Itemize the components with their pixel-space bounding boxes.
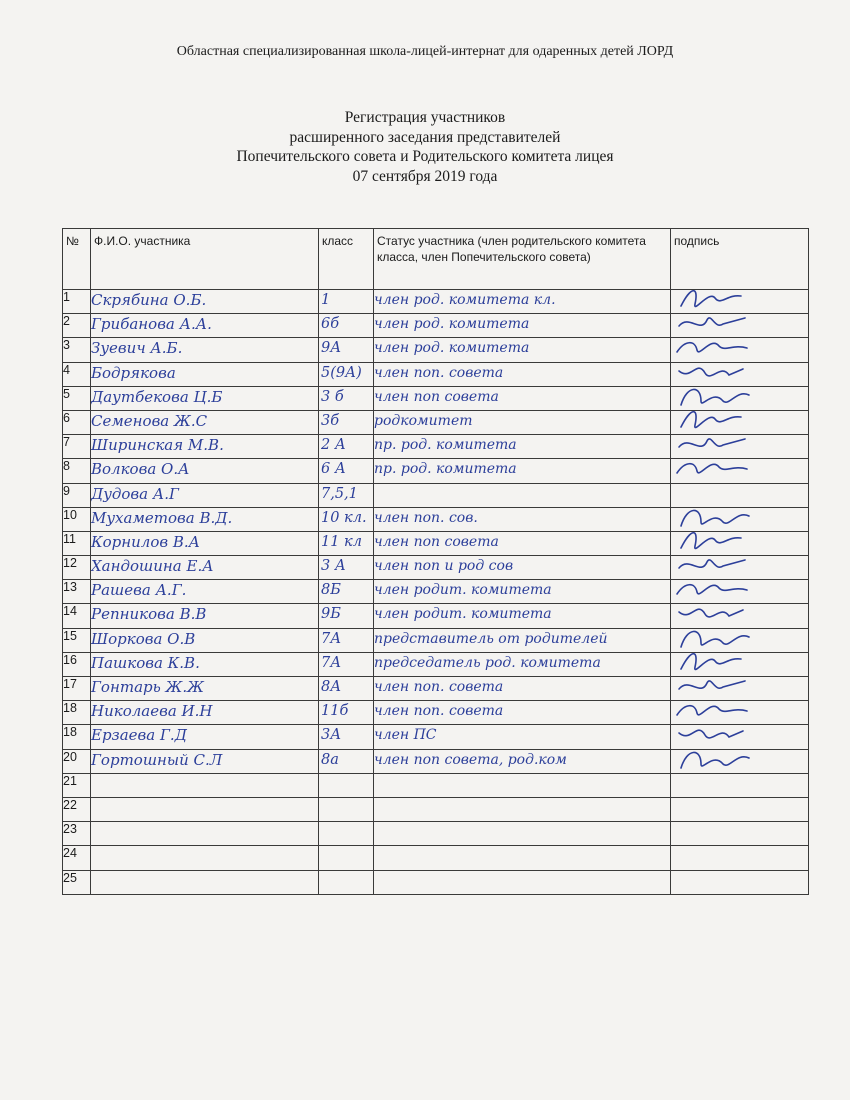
participant-status: член поп. совета bbox=[374, 701, 671, 725]
row-number: 8 bbox=[63, 459, 91, 483]
handwritten-signature bbox=[671, 314, 801, 338]
handwritten-signature bbox=[671, 749, 801, 773]
table-row bbox=[63, 556, 809, 580]
participant-signature bbox=[671, 846, 809, 870]
table-row bbox=[63, 483, 809, 507]
signature-stroke bbox=[681, 412, 741, 428]
participant-class: 8а bbox=[319, 749, 374, 773]
row-number: 20 bbox=[63, 749, 91, 773]
signature-stroke bbox=[679, 318, 745, 326]
participant-name: Волкова О.А bbox=[91, 459, 319, 483]
signature-stroke bbox=[681, 752, 749, 768]
participant-class: 11 кл bbox=[319, 531, 374, 555]
table-row bbox=[63, 677, 809, 701]
participant-name: Зуевич А.Б. bbox=[91, 338, 319, 362]
participant-class: 7А bbox=[319, 628, 374, 652]
table-row bbox=[63, 531, 809, 555]
registration-table bbox=[62, 228, 809, 895]
participant-signature bbox=[671, 362, 809, 386]
participant-status: член родит. комитета bbox=[374, 580, 671, 604]
row-number: 22 bbox=[63, 797, 91, 821]
participant-status: член поп. совета bbox=[374, 677, 671, 701]
participant-class: 11б bbox=[319, 701, 374, 725]
participant-signature bbox=[671, 386, 809, 410]
row-number: 11 bbox=[63, 531, 91, 555]
participant-name bbox=[91, 870, 319, 894]
row-number: 25 bbox=[63, 870, 91, 894]
signature-stroke bbox=[679, 731, 743, 739]
participant-name: Семенова Ж.С bbox=[91, 410, 319, 434]
signature-stroke bbox=[681, 631, 749, 647]
participant-class: 3 А bbox=[319, 556, 374, 580]
participant-class: 3б bbox=[319, 410, 374, 434]
table-row bbox=[63, 362, 809, 386]
handwritten-signature bbox=[671, 580, 801, 604]
participant-name: Репникова В.В bbox=[91, 604, 319, 628]
handwritten-signature bbox=[671, 507, 801, 531]
row-number: 6 bbox=[63, 410, 91, 434]
title-date: 07 сентября 2019 года bbox=[352, 167, 498, 185]
row-number: 18 bbox=[63, 725, 91, 749]
participant-class: 8А bbox=[319, 677, 374, 701]
title-line-2: расширенного заседания представителей bbox=[289, 128, 561, 146]
participant-name: Мухаметова В.Д. bbox=[91, 507, 319, 531]
participant-status: член поп совета bbox=[374, 386, 671, 410]
participant-class bbox=[319, 797, 374, 821]
row-number: 5 bbox=[63, 386, 91, 410]
participant-name bbox=[91, 846, 319, 870]
table-row bbox=[63, 773, 809, 797]
row-number: 15 bbox=[63, 628, 91, 652]
participant-name: Корнилов В.А bbox=[91, 531, 319, 555]
table-row bbox=[63, 410, 809, 434]
table-row bbox=[63, 822, 809, 846]
participant-class bbox=[319, 822, 374, 846]
participant-signature bbox=[671, 507, 809, 531]
participant-name: Даутбекова Ц.Б bbox=[91, 386, 319, 410]
handwritten-signature bbox=[671, 459, 801, 483]
handwritten-signature bbox=[671, 701, 801, 725]
participant-status bbox=[374, 822, 671, 846]
participant-class: 9А bbox=[319, 338, 374, 362]
participant-class: 6 А bbox=[319, 459, 374, 483]
signature-stroke bbox=[679, 368, 743, 376]
table-row bbox=[63, 459, 809, 483]
handwritten-signature bbox=[671, 556, 801, 580]
row-number: 23 bbox=[63, 822, 91, 846]
participant-status: член род. комитета кл. bbox=[374, 290, 671, 314]
participant-status: председатель род. комитета bbox=[374, 652, 671, 676]
column-header-number: № bbox=[63, 229, 91, 290]
participant-name: Шоркова О.В bbox=[91, 628, 319, 652]
row-number: 18 bbox=[63, 701, 91, 725]
signature-stroke bbox=[679, 681, 745, 689]
row-number: 21 bbox=[63, 773, 91, 797]
table-row bbox=[63, 604, 809, 628]
row-number: 4 bbox=[63, 362, 91, 386]
table-row bbox=[63, 435, 809, 459]
signature-stroke bbox=[677, 464, 747, 473]
participant-signature bbox=[671, 410, 809, 434]
table-row bbox=[63, 846, 809, 870]
participant-name: Ерзаева Г.Д bbox=[91, 725, 319, 749]
participant-class: 7,5,1 bbox=[319, 483, 374, 507]
table-row bbox=[63, 314, 809, 338]
participant-status bbox=[374, 773, 671, 797]
school-name: Областная специализированная школа-лицей-интернат для одаренных детей ЛОРД bbox=[176, 44, 674, 59]
participant-class: 9Б bbox=[319, 604, 374, 628]
table-row bbox=[63, 507, 809, 531]
participant-signature bbox=[671, 459, 809, 483]
column-header-name: Ф.И.О. участника bbox=[91, 229, 319, 290]
row-number: 1 bbox=[63, 290, 91, 314]
row-number: 16 bbox=[63, 652, 91, 676]
participant-signature bbox=[671, 628, 809, 652]
participant-signature bbox=[671, 580, 809, 604]
participant-class: 7А bbox=[319, 652, 374, 676]
table-row bbox=[63, 797, 809, 821]
participant-status bbox=[374, 797, 671, 821]
participant-name: Гортошный С.Л bbox=[91, 749, 319, 773]
handwritten-signature bbox=[671, 386, 801, 410]
participant-status: член поп. сов. bbox=[374, 507, 671, 531]
participant-status: родкомитет bbox=[374, 410, 671, 434]
signature-stroke bbox=[679, 560, 745, 568]
participant-class bbox=[319, 773, 374, 797]
participant-name: Грибанова А.А. bbox=[91, 314, 319, 338]
participant-signature bbox=[671, 870, 809, 894]
table-row bbox=[63, 338, 809, 362]
participant-signature bbox=[671, 338, 809, 362]
row-number: 17 bbox=[63, 677, 91, 701]
participant-status: член поп. совета bbox=[374, 362, 671, 386]
handwritten-signature bbox=[671, 290, 801, 314]
table-row bbox=[63, 386, 809, 410]
participant-name bbox=[91, 822, 319, 846]
participant-signature bbox=[671, 749, 809, 773]
handwritten-signature bbox=[671, 531, 801, 555]
signature-stroke bbox=[681, 389, 749, 405]
table-row bbox=[63, 870, 809, 894]
table-row bbox=[63, 290, 809, 314]
participant-status bbox=[374, 846, 671, 870]
handwritten-signature bbox=[671, 628, 801, 652]
participant-status: член родит. комитета bbox=[374, 604, 671, 628]
participant-status bbox=[374, 483, 671, 507]
participant-status: представитель от родителей bbox=[374, 628, 671, 652]
participant-signature bbox=[671, 822, 809, 846]
handwritten-signature bbox=[671, 362, 801, 386]
table-row bbox=[63, 628, 809, 652]
participant-name bbox=[91, 773, 319, 797]
participant-name: Скрябина О.Б. bbox=[91, 290, 319, 314]
table-row bbox=[63, 652, 809, 676]
participant-signature bbox=[671, 652, 809, 676]
title-line-1: Регистрация участников bbox=[344, 109, 506, 126]
handwritten-signature bbox=[671, 677, 801, 701]
participant-name: Николаева И.Н bbox=[91, 701, 319, 725]
handwritten-signature bbox=[671, 604, 801, 628]
participant-signature bbox=[671, 314, 809, 338]
table-body bbox=[63, 290, 809, 895]
row-number: 12 bbox=[63, 556, 91, 580]
participant-class: 8Б bbox=[319, 580, 374, 604]
participant-class: 10 кл. bbox=[319, 507, 374, 531]
row-number: 24 bbox=[63, 846, 91, 870]
handwritten-signature bbox=[671, 410, 801, 434]
participant-status: член ПС bbox=[374, 725, 671, 749]
table-row bbox=[63, 701, 809, 725]
handwritten-signature bbox=[671, 435, 801, 459]
signature-stroke bbox=[681, 654, 741, 670]
participant-status: пр. род. комитета bbox=[374, 459, 671, 483]
participant-class: 6б bbox=[319, 314, 374, 338]
participant-signature bbox=[671, 701, 809, 725]
participant-status: пр. род. комитета bbox=[374, 435, 671, 459]
row-number: 2 bbox=[63, 314, 91, 338]
participant-status bbox=[374, 870, 671, 894]
signature-stroke bbox=[681, 533, 741, 549]
signature-stroke bbox=[679, 610, 743, 618]
participant-name: Дудова А.Г bbox=[91, 483, 319, 507]
document-title bbox=[0, 108, 850, 186]
signature-stroke bbox=[677, 343, 747, 352]
signature-stroke bbox=[677, 585, 747, 594]
participant-signature bbox=[671, 725, 809, 749]
participant-class bbox=[319, 846, 374, 870]
participant-signature bbox=[671, 797, 809, 821]
handwritten-signature bbox=[671, 725, 801, 749]
participant-class: 5(9А) bbox=[319, 362, 374, 386]
participant-name: Бодрякова bbox=[91, 362, 319, 386]
participant-class: 2 А bbox=[319, 435, 374, 459]
participant-signature bbox=[671, 483, 809, 507]
handwritten-signature bbox=[671, 338, 801, 362]
row-number: 7 bbox=[63, 435, 91, 459]
table-row bbox=[63, 725, 809, 749]
participant-status: член поп совета, род.ком bbox=[374, 749, 671, 773]
participant-name: Ширинская М.В. bbox=[91, 435, 319, 459]
participant-signature bbox=[671, 773, 809, 797]
participant-signature bbox=[671, 677, 809, 701]
signature-stroke bbox=[681, 510, 749, 526]
participant-signature bbox=[671, 435, 809, 459]
participant-signature bbox=[671, 604, 809, 628]
participant-name bbox=[91, 797, 319, 821]
signature-stroke bbox=[681, 291, 741, 307]
row-number: 13 bbox=[63, 580, 91, 604]
participant-signature bbox=[671, 290, 809, 314]
participant-status: член род. комитета bbox=[374, 314, 671, 338]
participant-status: член поп совета bbox=[374, 531, 671, 555]
signature-stroke bbox=[679, 439, 745, 447]
participant-class: 1 bbox=[319, 290, 374, 314]
title-line-3: Попечительского совета и Родительского комитета лицея bbox=[236, 148, 614, 165]
row-number: 14 bbox=[63, 604, 91, 628]
participant-signature bbox=[671, 531, 809, 555]
table-header-row bbox=[63, 229, 809, 290]
column-header-status: Статус участника (член родительского комитета класса, член Попечительского совета) bbox=[374, 229, 671, 290]
column-header-signature: подпись bbox=[671, 229, 809, 290]
participant-name: Гонтарь Ж.Ж bbox=[91, 677, 319, 701]
participant-name: Рашева А.Г. bbox=[91, 580, 319, 604]
participant-class bbox=[319, 870, 374, 894]
table-row bbox=[63, 580, 809, 604]
row-number: 10 bbox=[63, 507, 91, 531]
signature-stroke bbox=[677, 706, 747, 715]
table-row bbox=[63, 749, 809, 773]
participant-status: член поп и род сов bbox=[374, 556, 671, 580]
row-number: 9 bbox=[63, 483, 91, 507]
handwritten-signature bbox=[671, 652, 801, 676]
participant-status: член род. комитета bbox=[374, 338, 671, 362]
row-number: 3 bbox=[63, 338, 91, 362]
participant-name: Хандошина Е.А bbox=[91, 556, 319, 580]
participant-name: Пашкова К.В. bbox=[91, 652, 319, 676]
participant-signature bbox=[671, 556, 809, 580]
column-header-class: класс bbox=[319, 229, 374, 290]
participant-class: 3А bbox=[319, 725, 374, 749]
participant-class: 3 б bbox=[319, 386, 374, 410]
